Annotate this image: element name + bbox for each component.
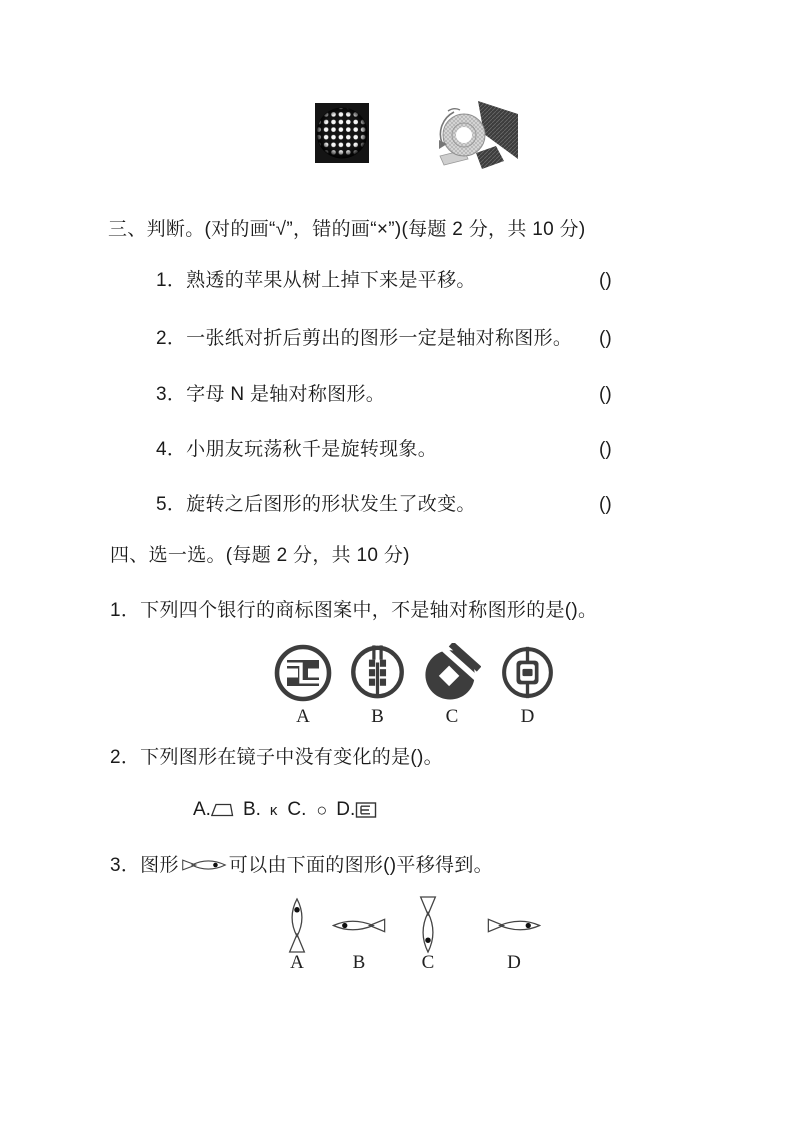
right-trapezoid-shape	[211, 803, 234, 817]
mc-q3-suffix: 可以由下面的图形()平移得到。	[228, 855, 493, 876]
icbc-bank-logo	[273, 643, 333, 703]
logo-label-d: D	[520, 706, 535, 727]
mc-q1-text: 1．下列四个银行的商标图案中，不是轴对称图形的是()。	[110, 600, 598, 621]
section3-heading: 三、判断。(对的画“√”，错的画“×”)(每题 2 分，共 10 分)	[108, 219, 586, 240]
mc-q3-prefix: 3．图形	[110, 855, 179, 876]
mc-q2-text: 2．下列图形在镜子中没有变化的是()。	[110, 747, 443, 768]
dotted-sphere-photo	[315, 103, 369, 163]
circle-shape: ○	[316, 799, 328, 820]
logo-label-b: B	[371, 706, 384, 727]
tf-item-3-answer-blank: ()	[599, 384, 612, 405]
mc-q3-text	[110, 855, 493, 878]
tf-item-2-text: 2．一张纸对折后剪出的图形一定是轴对称图形。	[156, 328, 573, 349]
option-c-label: C.	[287, 799, 307, 820]
fish-label-c: C	[421, 952, 435, 973]
fish-right-shape	[486, 916, 542, 935]
ccb-bank-logo	[423, 643, 481, 701]
letter-k-shape: κ	[269, 801, 278, 819]
fish-left-shape	[331, 916, 387, 935]
option-b-label: B.	[242, 799, 261, 820]
option-d-label: D.	[336, 799, 356, 820]
tf-item-3-text: 3．字母 N 是轴对称图形。	[156, 384, 386, 405]
mc-q2-options	[193, 799, 377, 821]
rotating-disc-photo	[432, 99, 518, 171]
abc-bank-logo	[349, 643, 406, 701]
fish-label-d: D	[507, 952, 521, 973]
tf-item-4-text: 4．小朋友玩荡秋千是旋转现象。	[156, 439, 438, 460]
boxed-e-shape	[355, 801, 377, 819]
tf-item-2-answer-blank: ()	[599, 328, 612, 349]
tf-item-4-answer-blank: ()	[599, 439, 612, 460]
logo-label-a: A	[296, 706, 310, 727]
tf-item-1-answer-blank: ()	[599, 270, 612, 291]
option-a-label: A.	[193, 799, 211, 820]
fish-down-shape	[416, 895, 440, 954]
boc-bank-logo	[500, 644, 555, 701]
fish-label-a: A	[290, 952, 304, 973]
fish-label-b: B	[352, 952, 366, 973]
fish-right-inline-shape	[181, 856, 227, 874]
fish-up-shape	[285, 897, 309, 954]
tf-item-5-answer-blank: ()	[599, 494, 612, 515]
logo-label-c: C	[445, 706, 459, 727]
tf-item-1-text: 1．熟透的苹果从树上掉下来是平移。	[156, 270, 476, 291]
tf-item-5-text: 5．旋转之后图形的形状发生了改变。	[156, 494, 476, 515]
section4-heading: 四、选一选。(每题 2 分，共 10 分)	[110, 545, 410, 566]
